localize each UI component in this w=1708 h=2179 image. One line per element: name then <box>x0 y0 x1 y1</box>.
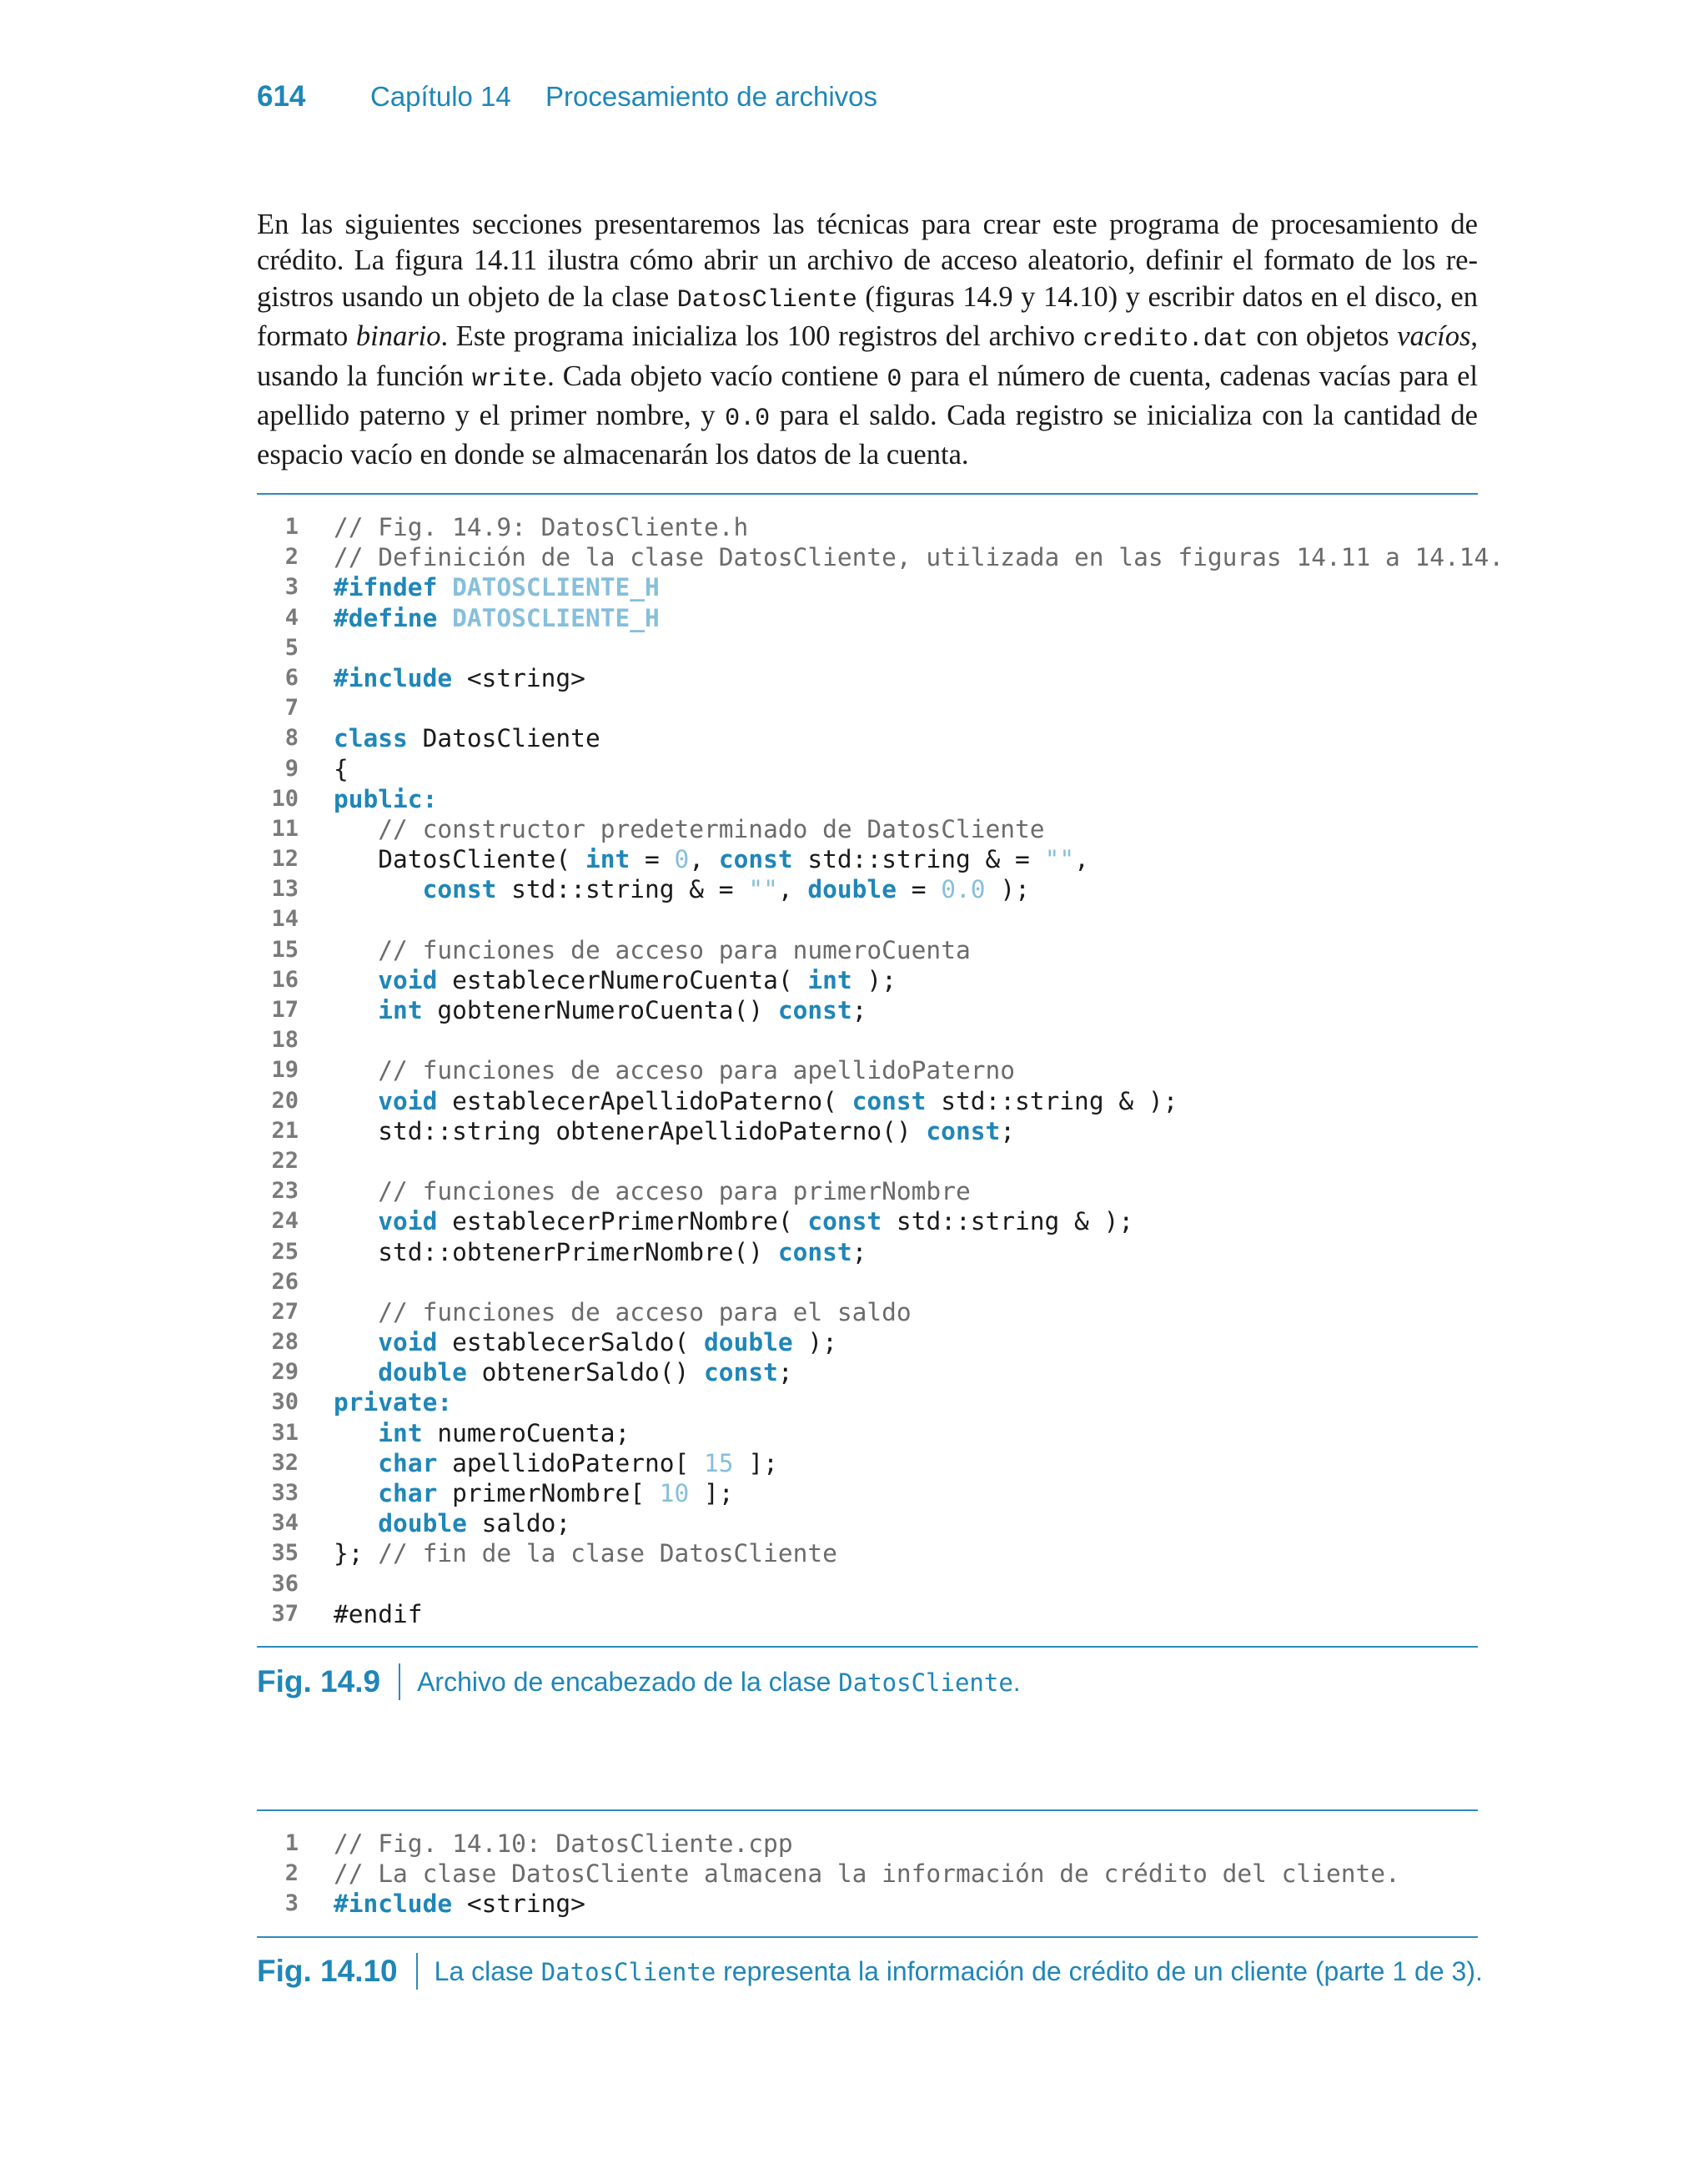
code-line <box>257 1889 1478 1919</box>
line-number: 3 <box>284 574 299 601</box>
inline-code-write: write <box>472 365 548 394</box>
line-number: 4 <box>284 604 299 631</box>
code-text: double saldo; <box>378 1509 571 1538</box>
code-text: void establecerPrimerNombre( const std::string & ); <box>378 1207 1134 1236</box>
code-line <box>257 1206 1478 1236</box>
code-text: public: <box>334 784 438 813</box>
code-text: // Fig. 14.9: DatosCliente.h <box>334 513 749 541</box>
line-number: 32 <box>271 1449 299 1476</box>
code-text: class DatosCliente <box>334 724 600 753</box>
code-line <box>257 1478 1478 1508</box>
code-line <box>257 723 1478 753</box>
line-number: 36 <box>271 1570 299 1597</box>
code-line <box>257 1448 1478 1478</box>
line-number: 20 <box>271 1087 299 1114</box>
line-number: 7 <box>284 695 299 722</box>
code-text: char primerNombre[ 10 ]; <box>378 1479 734 1507</box>
code-text: const std::string & = "", double = 0.0 ); <box>422 875 1030 904</box>
line-number: 16 <box>271 966 299 993</box>
code-line <box>257 874 1478 904</box>
code-text: // constructor predeterminado de DatosCliente <box>378 814 1045 843</box>
code-line <box>257 603 1478 633</box>
figure-bottom-rule <box>257 1646 1478 1648</box>
code-text: // funciones de acceso para numeroCuenta <box>378 935 971 964</box>
figure-bottom-rule <box>257 1936 1478 1938</box>
page-number: 614 <box>257 80 306 113</box>
line-number: 30 <box>271 1389 299 1416</box>
line-number: 37 <box>271 1600 299 1627</box>
code-line <box>257 935 1478 965</box>
code-text: int gobtenerNumeroCuenta() const; <box>378 996 867 1024</box>
caption-separator <box>399 1663 400 1700</box>
line-number: 33 <box>271 1480 299 1506</box>
code-line <box>257 1267 1478 1297</box>
code-line <box>257 693 1478 723</box>
code-line <box>257 633 1478 663</box>
code-line <box>257 1508 1478 1538</box>
line-number: 23 <box>271 1178 299 1205</box>
code-line <box>257 904 1478 934</box>
figure-caption-14-10 <box>257 1953 1483 1990</box>
code-line <box>257 1146 1478 1176</box>
code-text: // Fig. 14.10: DatosCliente.cpp <box>334 1829 793 1858</box>
code-text: void establecerSaldo( double ); <box>378 1328 837 1357</box>
code-line <box>257 663 1478 693</box>
code-text: std::obtenerPrimerNombre() const; <box>334 1237 867 1266</box>
code-text: private: <box>334 1388 453 1417</box>
code-line <box>257 1569 1478 1599</box>
code-text: #include <string> <box>334 1890 585 1919</box>
line-number: 6 <box>284 664 299 691</box>
line-number: 1 <box>284 1830 299 1856</box>
inline-code-filename: credito.dat <box>1083 325 1248 355</box>
code-text: #endif <box>334 1599 423 1628</box>
code-line <box>257 572 1478 602</box>
chapter-title: Procesamiento de archivos <box>545 81 878 112</box>
intro-paragraph: En las siguientes secciones presentaremos las técnicas para crear este programa de procesamiento de crédito. La figura 14.11 ilustra cómo abrir un archivo de acceso aleatorio, definir el formato de los registros usando un objeto de la clase DatosCliente (figuras 14.9 y 14.10) y escribir datos en el disco, en formato binario. Este programa inicializa los 100 registros del archivo credito.dat con objetos vacíos, usando la función write. Cada objeto vacío contiene 0 para el número de cuenta, cadenas vacías para el apellido paterno y el primer nombre, y 0.0 para el saldo. Cada registro se inicializa con la cantidad de espacio vacío en donde se almacenarán los datos de la cuenta. <box>257 209 1478 471</box>
code-listing-fig-14-9 <box>257 512 1505 1629</box>
figure-top-rule <box>257 493 1478 495</box>
line-number: 3 <box>284 1890 299 1917</box>
line-number: 31 <box>271 1419 299 1446</box>
code-text: // funciones de acceso para primerNombre <box>378 1177 971 1206</box>
code-text: // funciones de acceso para el saldo <box>378 1297 912 1326</box>
line-number: 18 <box>271 1027 299 1054</box>
inline-code-datoscliente: DatosCliente <box>676 285 857 315</box>
code-line <box>257 542 1505 572</box>
code-text: { <box>334 754 349 783</box>
line-number: 34 <box>271 1510 299 1537</box>
inline-code-zero-float: 0.0 <box>725 405 771 434</box>
code-line <box>257 995 1478 1025</box>
line-number: 29 <box>271 1359 299 1386</box>
code-text: #define DATOSCLIENTE_H <box>334 603 660 632</box>
code-text: int numeroCuenta; <box>378 1418 630 1447</box>
code-line <box>257 1418 1478 1448</box>
code-line <box>257 814 1478 844</box>
figure-top-rule <box>257 1809 1478 1811</box>
code-text: std::string obtenerApellidoPaterno() const; <box>334 1116 1015 1145</box>
line-number: 19 <box>271 1057 299 1084</box>
line-number: 26 <box>271 1268 299 1295</box>
line-number: 14 <box>271 906 299 933</box>
line-number: 5 <box>284 634 299 661</box>
code-text: #ifndef DATOSCLIENTE_H <box>334 573 660 602</box>
line-number: 8 <box>284 725 299 752</box>
line-number: 2 <box>284 1860 299 1887</box>
code-text: void establecerApellidoPaterno( const std::string & ); <box>378 1086 1178 1115</box>
caption-separator <box>416 1953 418 1990</box>
code-line <box>257 1237 1478 1267</box>
code-line <box>257 1829 1478 1859</box>
code-text: void establecerNumeroCuenta( int ); <box>378 965 897 994</box>
code-text: char apellidoPaterno[ 15 ]; <box>378 1448 778 1477</box>
caption-label: Fig. 14.10 <box>257 1954 398 1988</box>
code-line <box>257 965 1478 995</box>
code-line <box>257 754 1478 784</box>
code-text: double obtenerSaldo() const; <box>378 1358 793 1387</box>
caption-text: La clase DatosCliente representa la información de crédito de un cliente (parte 1 de 3). <box>434 1955 1483 1986</box>
line-number: 35 <box>271 1540 299 1567</box>
line-number: 15 <box>271 936 299 963</box>
code-line <box>257 1357 1478 1387</box>
code-line <box>257 1025 1478 1055</box>
code-text: // La clase DatosCliente almacena la información de crédito del cliente. <box>334 1859 1400 1889</box>
chapter-label: Capítulo 14 <box>370 81 511 112</box>
code-text: // funciones de acceso para apellidoPaterno <box>378 1056 1015 1085</box>
code-listing-fig-14-10 <box>257 1829 1478 1920</box>
code-text: #include <string> <box>334 663 585 692</box>
line-number: 1 <box>284 514 299 540</box>
code-line <box>257 1538 1478 1568</box>
caption-text: Archivo de encabezado de la clase DatosCliente. <box>417 1666 1021 1697</box>
line-number: 22 <box>271 1147 299 1174</box>
code-text: }; // fin de la clase DatosCliente <box>334 1539 837 1568</box>
code-text: DatosCliente( int = 0, const std::string & = "", <box>334 845 1089 874</box>
line-number: 17 <box>271 997 299 1023</box>
line-number: 10 <box>271 785 299 812</box>
figure-caption-14-9 <box>257 1663 1021 1700</box>
code-line <box>257 1599 1478 1629</box>
code-text: // Definición de la clase DatosCliente, utilizada en las figuras 14.11 a 14.14. <box>334 543 1505 572</box>
code-line <box>257 1055 1478 1085</box>
emphasis-binario: binario <box>355 320 441 353</box>
line-number: 13 <box>271 876 299 903</box>
line-number: 12 <box>271 846 299 873</box>
line-number: 28 <box>271 1329 299 1356</box>
code-line <box>257 844 1478 874</box>
line-number: 11 <box>271 815 299 842</box>
inline-code-zero: 0 <box>887 365 902 394</box>
code-line <box>257 1297 1478 1327</box>
code-line <box>257 1116 1478 1146</box>
line-number: 24 <box>271 1208 299 1235</box>
line-number: 9 <box>284 755 299 782</box>
line-number: 25 <box>271 1238 299 1265</box>
code-line <box>257 784 1478 814</box>
running-header <box>257 80 877 122</box>
code-line <box>257 512 1478 542</box>
code-line <box>257 1086 1478 1116</box>
code-line <box>257 1387 1478 1417</box>
line-number: 21 <box>271 1117 299 1144</box>
caption-label: Fig. 14.9 <box>257 1664 381 1698</box>
code-line <box>257 1859 1478 1889</box>
emphasis-vacios: vacíos <box>1397 320 1471 353</box>
code-line <box>257 1176 1478 1206</box>
line-number: 2 <box>284 544 299 571</box>
line-number: 27 <box>271 1298 299 1325</box>
code-line <box>257 1327 1478 1357</box>
